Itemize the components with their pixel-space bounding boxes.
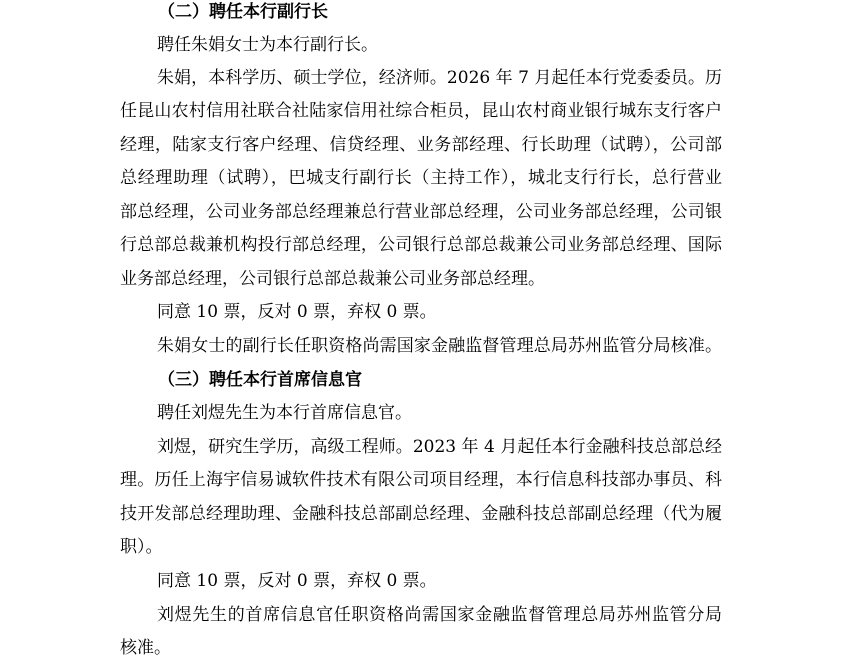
bio-line: 业务部总经理，公司银行总部总裁兼公司业务部总经理。 <box>120 269 545 289</box>
vote-result: 同意 10 票，反对 0 票，弃权 0 票。 <box>157 302 437 322</box>
vote-result: 同意 10 票，反对 0 票，弃权 0 票。 <box>157 571 437 591</box>
bio-line: 朱娟，本科学历、硕士学位，经济师。2026 年 7 月起任本行党委委员。历 <box>157 68 722 88</box>
section-heading-cio: （三）聘任本行首席信息官 <box>158 370 362 390</box>
appointment-statement: 聘任朱娟女士为本行副行长。 <box>157 35 378 55</box>
bio-line: 部总经理，公司业务部总经理兼总行营业部总经理，公司业务部总经理，公司银 <box>120 202 722 222</box>
section-heading-vice-president: （二）聘任本行副行长 <box>158 2 328 22</box>
bio-line: 行总部总裁兼机构投行部总经理，公司银行总部总裁兼公司业务部总经理、国际 <box>120 235 722 255</box>
bio-line: 技开发部总经理助理、金融科技总部副总经理、金融科技总部副总经理（代为履 <box>120 504 722 524</box>
bio-line: 职）。 <box>120 537 163 557</box>
bio-line: 理。历任上海宇信易诚软件技术有限公司项目经理，本行信息科技部办事员、科 <box>120 470 722 490</box>
approval-note: 朱娟女士的副行长任职资格尚需国家金融监督管理总局苏州监管分局核准。 <box>157 336 722 356</box>
bio-line: 经理，陆家支行客户经理、信贷经理、业务部经理、行长助理（试聘），公司部 <box>120 135 722 155</box>
bio-line: 总经理助理（试聘），巴城支行副行长（主持工作），城北支行行长，总行营业 <box>120 168 722 188</box>
bio-line: 刘煜，研究生学历，高级工程师。2023 年 4 月起任本行金融科技总部总经 <box>157 437 722 457</box>
appointment-statement: 聘任刘煜先生为本行首席信息官。 <box>157 403 412 423</box>
approval-note: 核准。 <box>120 638 171 658</box>
approval-note: 刘煜先生的首席信息官任职资格尚需国家金融监督管理总局苏州监管分局 <box>157 605 722 625</box>
bio-line: 任昆山农村信用社联合社陆家信用社综合柜员，昆山农村商业银行城东支行客户 <box>120 101 722 121</box>
